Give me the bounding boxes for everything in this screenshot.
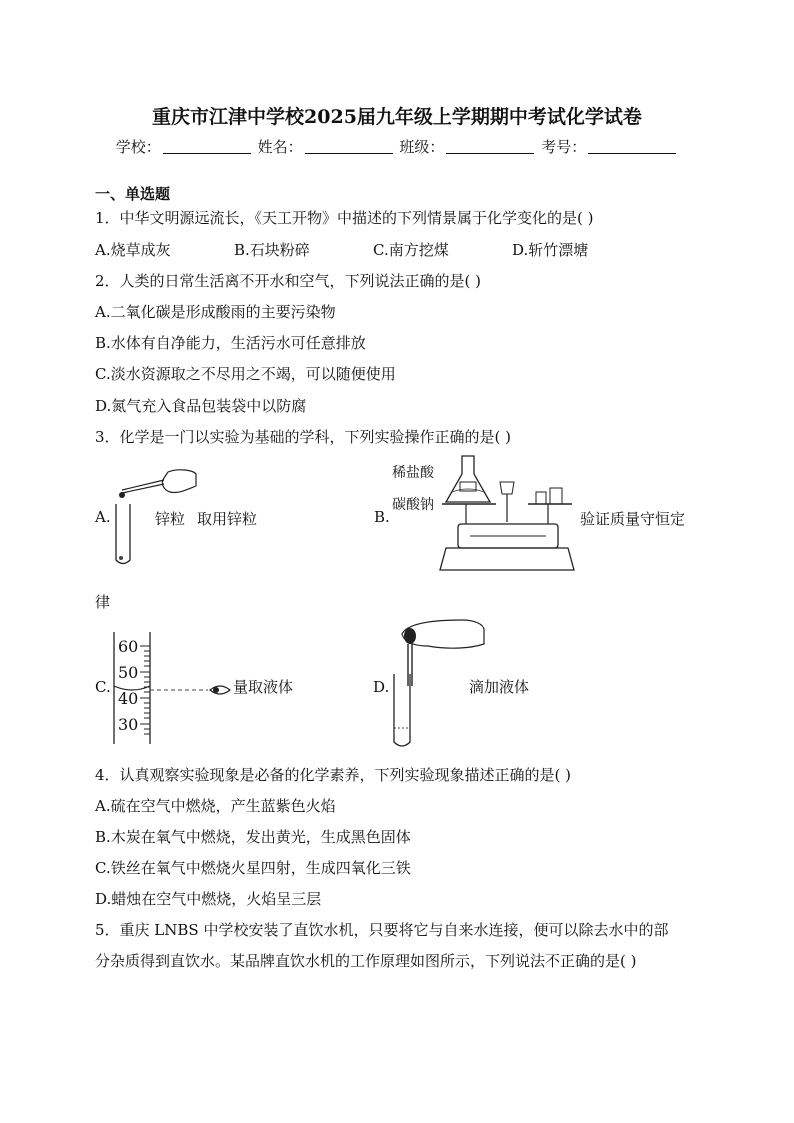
q3-a-figure-label: 锌粒 bbox=[155, 510, 186, 528]
section-heading: 一、单选题 bbox=[95, 185, 171, 203]
cylinder-tick-60: 60 bbox=[118, 637, 139, 656]
hand-icon bbox=[162, 470, 196, 493]
q3-option-a-label: A. bbox=[95, 508, 111, 526]
q3-stem: 3．化学是一门以实验为基础的学科，下列实验操作正确的是( ) bbox=[95, 428, 512, 446]
q2-option-b: B.水体有自净能力，生活污水可任意排放 bbox=[95, 334, 366, 352]
zinc-granule-bottom bbox=[119, 556, 123, 560]
figure-b-balance-flask bbox=[436, 452, 578, 578]
exam-number-blank[interactable] bbox=[588, 139, 676, 154]
weight-icon bbox=[536, 492, 546, 504]
q4-stem: 4．认真观察实验现象是必备的化学素养，下列实验现象描述正确的是( ) bbox=[95, 766, 572, 784]
name-blank[interactable] bbox=[305, 139, 393, 154]
q1-stem: 1．中华文明源远流长，《天工开物》中描述的下列情景属于化学变化的是( ) bbox=[95, 209, 594, 227]
q3-a-caption: 取用锌粒 bbox=[197, 510, 258, 528]
name-field-label: 姓名： bbox=[257, 138, 303, 156]
scale-ticks bbox=[140, 646, 150, 734]
conical-flask-icon bbox=[446, 456, 490, 502]
cylinder-tick-50: 50 bbox=[118, 663, 139, 682]
q3-b-caption: 验证质量守恒定 bbox=[580, 510, 686, 528]
q3-option-b-label: B. bbox=[374, 508, 390, 526]
q2-option-a: A.二氧化碳是形成酸雨的主要污染物 bbox=[95, 303, 336, 321]
q1-option-c: C.南方挖煤 bbox=[373, 241, 449, 259]
cylinder-tick-30: 30 bbox=[118, 715, 139, 734]
q3-b-hcl-label: 稀盐酸 bbox=[392, 465, 434, 481]
q5-stem-line2: 分杂质得到直饮水。某品牌直饮水机的工作原理如图所示，下列说法不正确的是( ) bbox=[95, 952, 637, 970]
q3-c-caption: 量取液体 bbox=[233, 678, 294, 696]
q3-option-d-label: D. bbox=[373, 678, 390, 696]
q1-option-a: A.烧草成灰 bbox=[95, 241, 171, 259]
class-field-label: 班级： bbox=[399, 138, 445, 156]
q2-option-d: D.氮气充入食品包装袋中以防腐 bbox=[95, 397, 307, 415]
q2-option-c: C.淡水资源取之不尽用之不竭，可以随便使用 bbox=[95, 365, 396, 383]
school-blank[interactable] bbox=[163, 139, 251, 154]
balance-base bbox=[440, 548, 574, 570]
test-tube-icon bbox=[116, 504, 130, 564]
q2-stem: 2．人类的日常生活离不开水和空气，下列说法正确的是( ) bbox=[95, 272, 482, 290]
class-blank[interactable] bbox=[446, 139, 534, 154]
q1-option-b: B.石块粉碎 bbox=[234, 241, 310, 259]
exam-number-field-label: 考号： bbox=[541, 138, 587, 156]
balance-pointer-knob bbox=[500, 482, 514, 494]
weight-icon-large bbox=[550, 488, 562, 504]
q4-option-a: A.硫在空气中燃烧，产生蓝紫色火焰 bbox=[95, 797, 336, 815]
cylinder-tick-40: 40 bbox=[118, 689, 139, 708]
q5-stem-line1: 5．重庆 LNBS 中学校安装了直饮水机，只要将它与自来水连接，便可以除去水中的部 bbox=[95, 921, 669, 939]
q1-option-d: D.斩竹漂塘 bbox=[512, 241, 589, 259]
q3-d-caption: 滴加液体 bbox=[469, 678, 530, 696]
dropper-bulb bbox=[404, 628, 416, 644]
q3-option-c-label: C. bbox=[95, 678, 111, 696]
q3-b-na2co3-label: 碳酸钠 bbox=[392, 497, 434, 513]
q4-option-c: C.铁丝在氧气中燃烧火星四射，生成四氧化三铁 bbox=[95, 859, 411, 877]
page-title: 重庆市江津中学校2025届九年级上学期期中考试化学试卷 bbox=[152, 106, 642, 128]
q4-option-d: D.蜡烛在空气中燃烧，火焰呈三层 bbox=[95, 890, 322, 908]
q3-b-caption-cont: 律 bbox=[95, 593, 111, 611]
q4-option-b: B.木炭在氧气中燃烧，发出黄光，生成黑色固体 bbox=[95, 828, 411, 846]
eye-pupil bbox=[213, 687, 219, 693]
school-field-label: 学校： bbox=[115, 138, 161, 156]
zinc-granule-held bbox=[119, 492, 125, 498]
student-info-line bbox=[0, 136, 794, 157]
